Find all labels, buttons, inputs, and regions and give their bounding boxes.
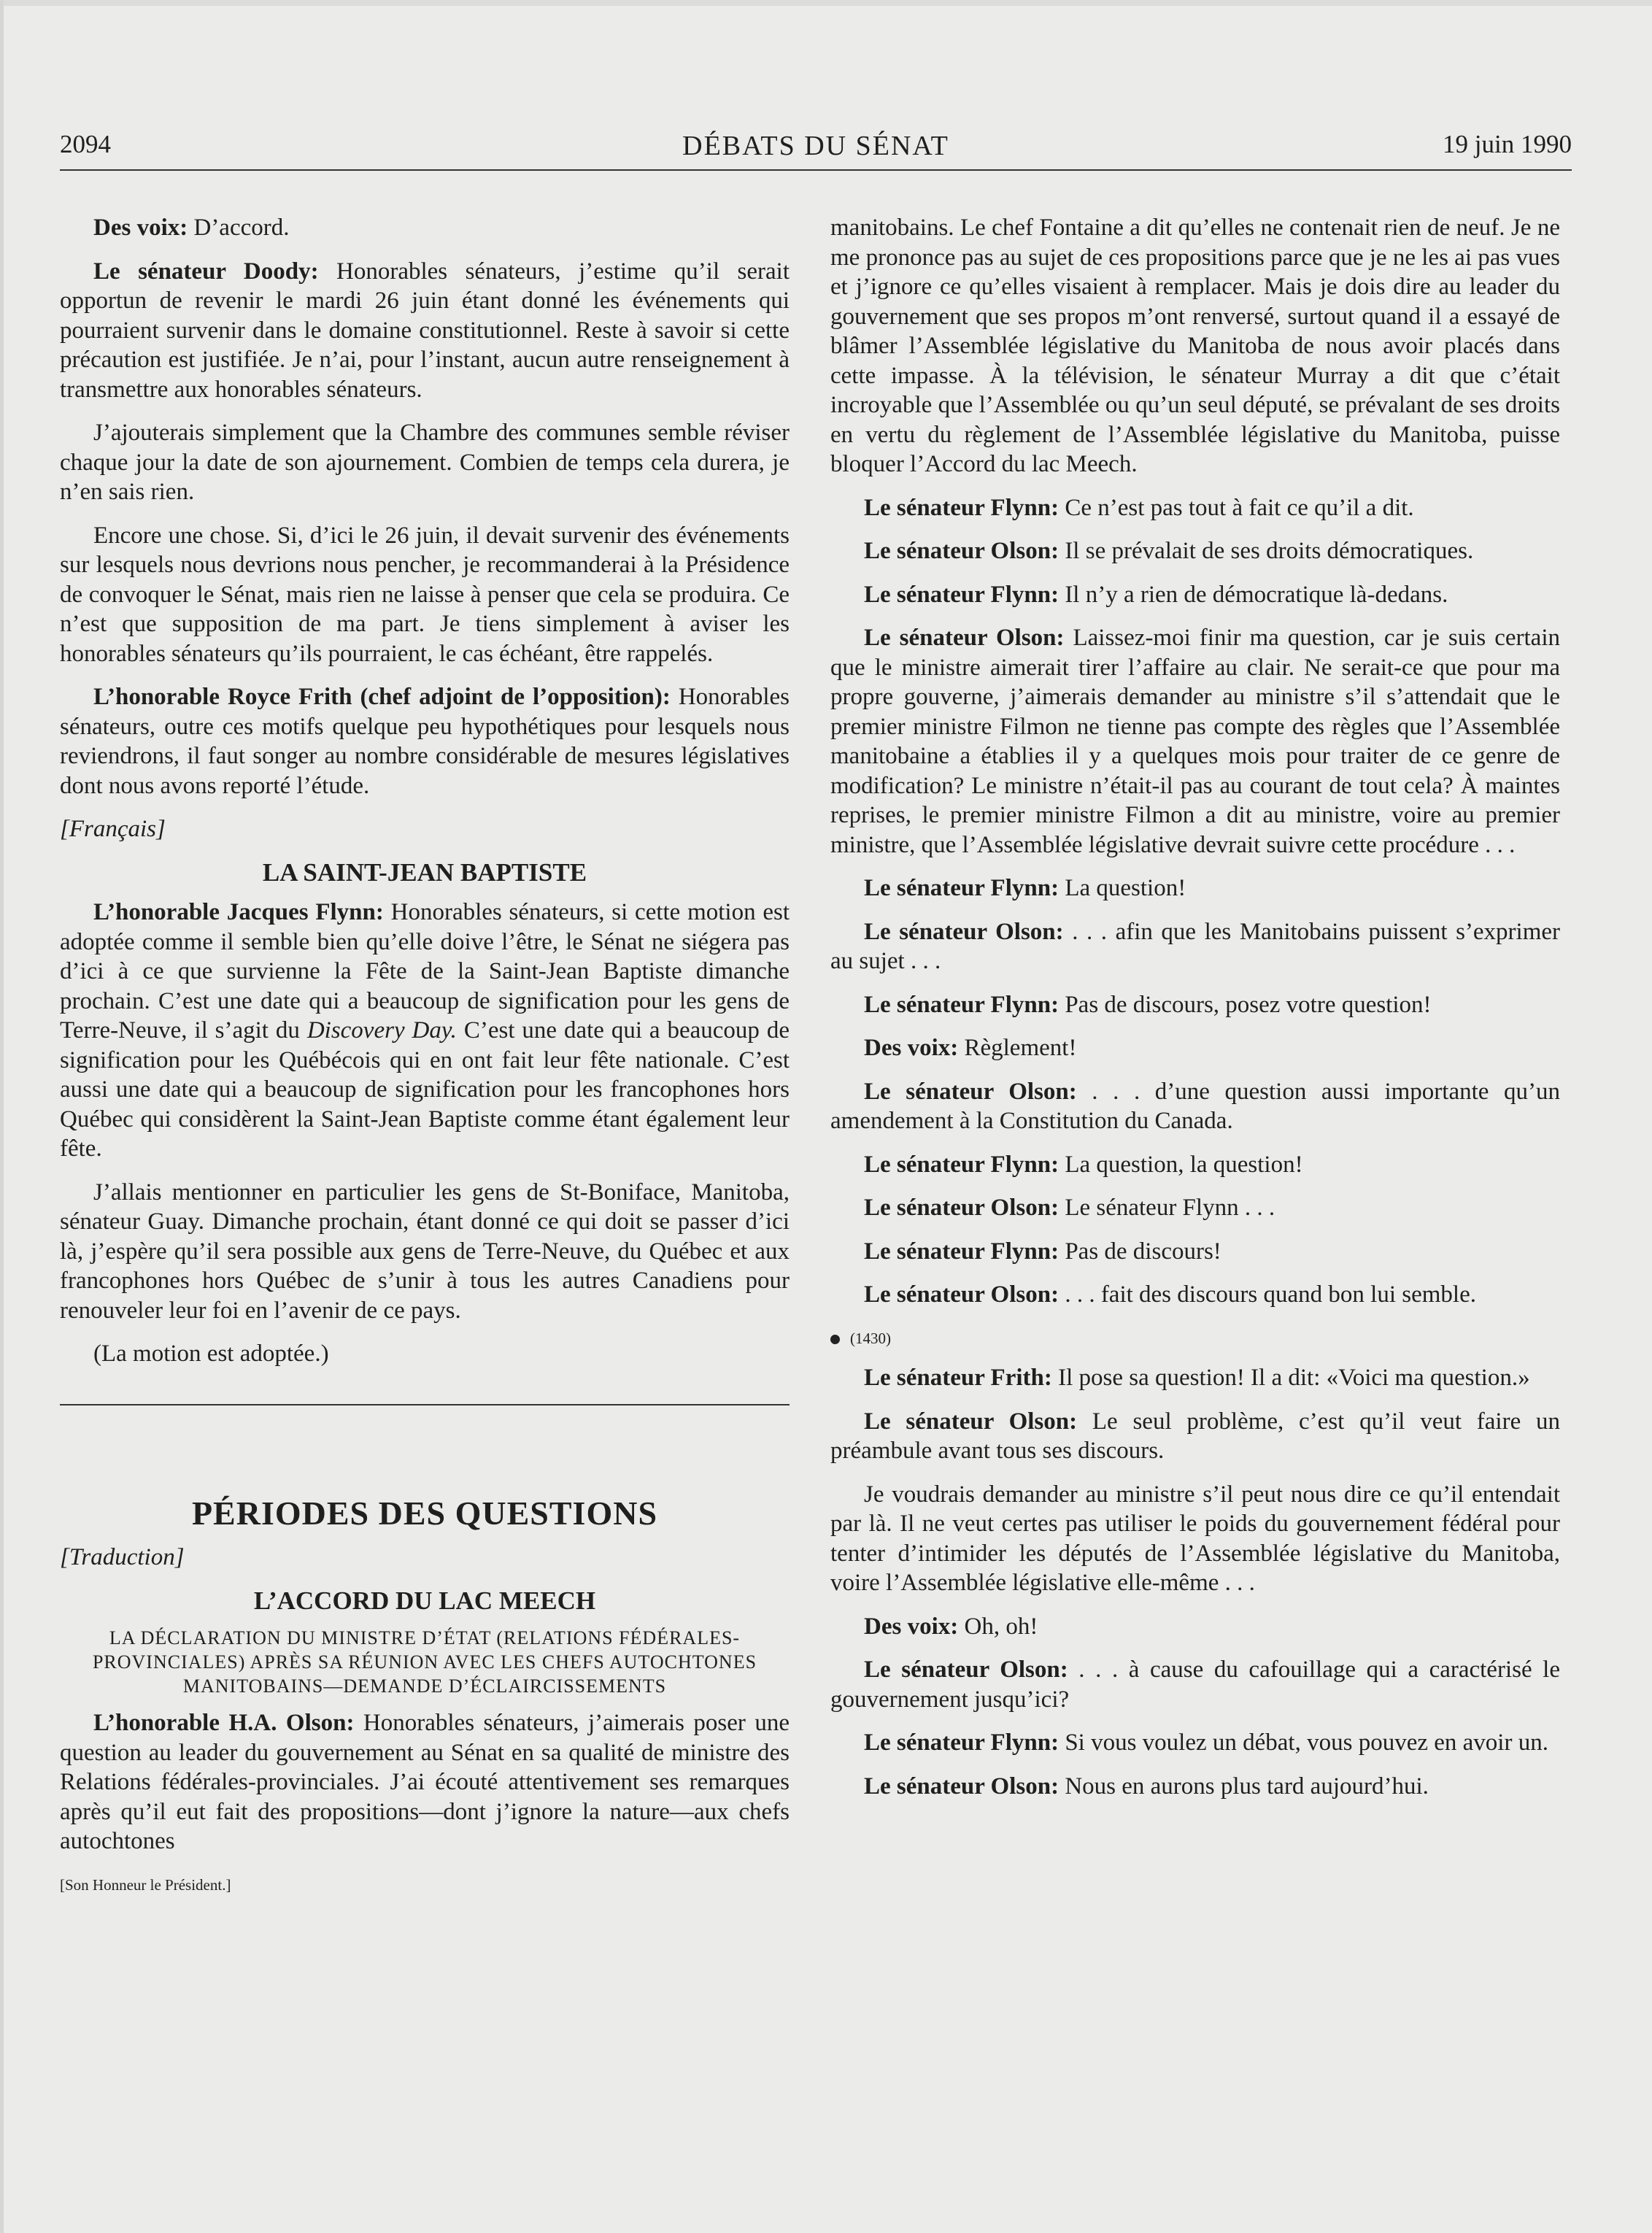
section-separator — [60, 1404, 790, 1405]
paragraph: Le sénateur Flynn: Ce n’est pas tout à fait ce qu’il a dit. — [864, 494, 1414, 521]
speaker: L’honorable Jacques Flynn: — [93, 899, 384, 925]
bullet-icon — [830, 1335, 840, 1344]
paragraph: L’honorable Royce Frith (chef adjoint de l’opposition): Honorables sénateurs, outre ces motifs quelque peu hypothétiques pour lesquels nous reviendrons, il faut songer au nombre considérable de mesures législatives dont nous avons reporté l’étude. — [60, 684, 790, 799]
paragraph: Le sénateur Olson: . . . afin que les Manitobains puissent s’exprimer au sujet . . . — [830, 918, 1561, 974]
paragraph: (La motion est adoptée.) — [93, 1341, 329, 1367]
language-tag: [Français] — [60, 816, 166, 842]
paragraph: Le sénateur Olson: Nous en aurons plus tard aujourd’hui. — [864, 1773, 1429, 1800]
publication-title: DÉBATS DU SÉNAT — [682, 131, 949, 161]
scan-top-edge — [0, 0, 1652, 6]
speaker: Des voix: — [864, 1613, 959, 1640]
paragraph: Le sénateur Frith: Il pose sa question! Il a dit: «Voici ma question.» — [864, 1365, 1530, 1391]
major-heading: PÉRIODES DES QUESTIONS — [191, 1494, 658, 1532]
paragraph: Le sénateur Olson: Le sénateur Flynn . . . — [864, 1195, 1275, 1221]
paragraph: Des voix: Oh, oh! — [864, 1613, 1038, 1640]
section-heading: LA SAINT-JEAN BAPTISTE — [262, 857, 587, 887]
time-marker: (1430) — [830, 1324, 1560, 1354]
header-rule — [60, 169, 1572, 171]
paragraph: Le sénateur Flynn: La question, la question! — [864, 1151, 1303, 1178]
speaker: Des voix: — [93, 215, 188, 241]
paragraph: L’honorable H.A. Olson: Honorables sénateurs, j’aimerais poser une question au leader du gouvernement au Sénat en sa qualité de ministre des Relations fédérales-provinciales. J’ai écouté attentivement ses remarques après qu’il eut fait des propositions—dont j’ignore la nature—aux chefs autochtones — [60, 1710, 790, 1854]
paragraph: Je voudrais demander au ministre s’il peut nous dire ce qu’il entendait par là. Il ne veut certes pas utiliser le poids du gouvernement fédéral pour tenter d’intimider les députés de l’Assemblée législative du Manitoba, voire l’Assemblée législative elle-même . . . — [830, 1481, 1560, 1596]
footnote: [Son Honneur le Président.] — [60, 1875, 231, 1894]
paragraph: Le sénateur Flynn: Pas de discours! — [864, 1238, 1221, 1265]
speaker: Le sénateur Frith: — [864, 1365, 1052, 1391]
speaker: Le sénateur Flynn: — [864, 494, 1059, 521]
speaker: Des voix: — [864, 1035, 959, 1061]
paragraph: Le sénateur Flynn: Si vous voulez un débat, vous pouvez en avoir un. — [864, 1729, 1548, 1756]
speaker: Le sénateur Doody: — [93, 258, 319, 285]
paragraph: manitobains. Le chef Fontaine a dit qu’elles ne contenait rien de neuf. Je ne me prononce pas au sujet de ces propositions parce que je ne les ai pas vues et j’ignore ce qu’elles visaient à remplacer. Mais je dois dire au leader du gouvernement que ses propos m’ont renversé, surtout quand il a essayé de blâmer l’Assemblée législative du Manitoba de nous avoir placés dans cette impasse. À la télévision, le sénateur Murray a dit que c’était incroyable que l’Assemblée ou qu’un seul député, se prévalant de ses droits en vertu du règlement de l’Assemblée législative du Manitoba, puisse bloquer l’Accord du lac Meech. — [830, 215, 1560, 477]
scan-left-edge — [0, 0, 4, 2233]
speaker: Le sénateur Flynn: — [864, 991, 1059, 1018]
speaker: L’honorable H.A. Olson: — [93, 1710, 355, 1736]
speaker: Le sénateur Olson: — [864, 1281, 1059, 1308]
paragraph: Le sénateur Doody: Honorables sénateurs, j’estime qu’il serait opportun de revenir le mardi 26 juin étant donné les événements qui pourraient survenir dans le domaine constitutionnel. Reste à savoir si cette précaution est justifiée. Je n’ai, pour l’instant, aucun autre renseignement à transmettre aux honorables sénateurs. — [60, 258, 790, 403]
paragraph: Le sénateur Olson: . . . fait des discours quand bon lui semble. — [864, 1281, 1476, 1308]
paragraph: Le sénateur Flynn: La question! — [864, 875, 1186, 901]
paragraph: Le sénateur Olson: . . . d’une question aussi importante qu’un amendement à la Constitution du Canada. — [830, 1078, 1560, 1134]
paragraph: Le sénateur Olson: Laissez-moi finir ma question, car je suis certain que le ministre aimerait tirer l’affaire au clair. Ne serait-ce que pour ma propre gouverne, j’aimerais demander au ministre s’il s’attendait que le premier ministre Filmon ne tienne pas compte des règles que l’Assemblée manitobaine a établies il y a quelques mois pour traiter de ce genre de modification? Le ministre n’était-il pas au courant de tout cela? À maintes reprises, le premier ministre Filmon a dit au ministre, voire au premier ministre, que l’Assemblée législative devrait suivre cette procédure . . . — [830, 625, 1560, 858]
left-column — [60, 213, 790, 1900]
paragraph: Le sénateur Flynn: Il n’y a rien de démocratique là-dedans. — [864, 581, 1448, 608]
speaker: Le sénateur Flynn: — [864, 1238, 1059, 1265]
speaker: Le sénateur Flynn: — [864, 1151, 1059, 1178]
right-column — [830, 213, 1560, 1815]
section-heading: L’ACCORD DU LAC MEECH — [253, 1586, 596, 1615]
publication-date: 19 juin 1990 — [1443, 130, 1572, 158]
speaker: Le sénateur Flynn: — [864, 875, 1059, 901]
paragraph: Le sénateur Olson: . . . à cause du cafouillage qui a caractérisé le gouvernement jusqu’ici? — [830, 1657, 1560, 1713]
speaker: Le sénateur Olson: — [864, 1773, 1059, 1800]
paragraph: Le sénateur Olson: Le seul problème, c’est qu’il veut faire un préambule avant tous ses discours. — [830, 1408, 1560, 1464]
paragraph: L’honorable Jacques Flynn: Honorables sénateurs, si cette motion est adoptée comme il semble bien qu’elle doive l’être, le Sénat ne siégera pas d’ici à ce que survienne la Fête de la Saint-Jean Baptiste dimanche prochain. C’est une date qui a beaucoup de signification pour les gens de Terre-Neuve, il s’agit du Discovery Day. C’est une date qui a beaucoup de signification pour les Québécois qui en ont fait leur fête nationale. C’est aussi une date qui a beaucoup de signification pour les francophones hors Québec qui considèrent la Saint-Jean Baptiste comme étant également leur fête. — [60, 899, 790, 1162]
speaker: Le sénateur Olson: — [864, 538, 1059, 564]
speaker: Le sénateur Olson: — [864, 1408, 1078, 1435]
speaker: Le sénateur Olson: — [864, 1657, 1068, 1683]
speaker: Le sénateur Olson: — [864, 1195, 1059, 1221]
page-header — [60, 130, 1572, 166]
emphasis: Discovery Day. — [306, 1017, 457, 1044]
paragraph: J’ajouterais simplement que la Chambre des communes semble réviser chaque jour la date de son ajournement. Combien de temps cela durera, je n’en sais rien. — [60, 420, 790, 505]
speaker: Le sénateur Flynn: — [864, 581, 1059, 608]
paragraph: J’allais mentionner en particulier les gens de St-Boniface, Manitoba, sénateur Guay. Dimanche prochain, étant donné ce qui doit se passer d’ici là, j’espère qu’il sera possible aux gens de Terre-Neuve, du Québec et aux francophones hors Québec de s’unir à tous les autres Canadiens pour renouveler leur foi en l’avenir de ce pays. — [60, 1179, 790, 1324]
paragraph: Le sénateur Olson: Il se prévalait de ses droits démocratiques. — [864, 538, 1474, 564]
paragraph: Des voix: D’accord. — [93, 215, 290, 241]
paragraph: Le sénateur Flynn: Pas de discours, posez votre question! — [864, 991, 1432, 1018]
paragraph: Des voix: Règlement! — [864, 1035, 1077, 1061]
speaker: Le sénateur Flynn: — [864, 1729, 1059, 1756]
language-tag: [Traduction] — [60, 1544, 185, 1570]
speaker: Le sénateur Olson: — [864, 918, 1064, 945]
speaker: Le sénateur Olson: — [864, 1078, 1077, 1105]
paragraph: Encore une chose. Si, d’ici le 26 juin, il devait survenir des événements sur lesquels nous devrions nous pencher, je recommanderai à la Présidence de convoquer le Sénat, mais rien ne laisse à penser que cela se produira. Ce n’est que supposition de ma part. Je tiens simplement à aviser les honorables sénateurs qu’ils pourraient, le cas échéant, être rappelés. — [60, 522, 790, 667]
page-number: 2094 — [60, 130, 111, 158]
speaker: L’honorable Royce Frith (chef adjoint de l’opposition): — [93, 684, 671, 710]
subheading: LA DÉCLARATION DU MINISTRE D’ÉTAT (RELATIONS FÉDÉRALES-PROVINCIALES) APRÈS SA RÉUNION AVEC LES CHEFS AUTOCHTONES MANITOBAINS—DEMANDE D’ÉCLAIRCISSEMENTS — [92, 1627, 757, 1697]
speaker: Le sénateur Olson: — [864, 625, 1065, 651]
